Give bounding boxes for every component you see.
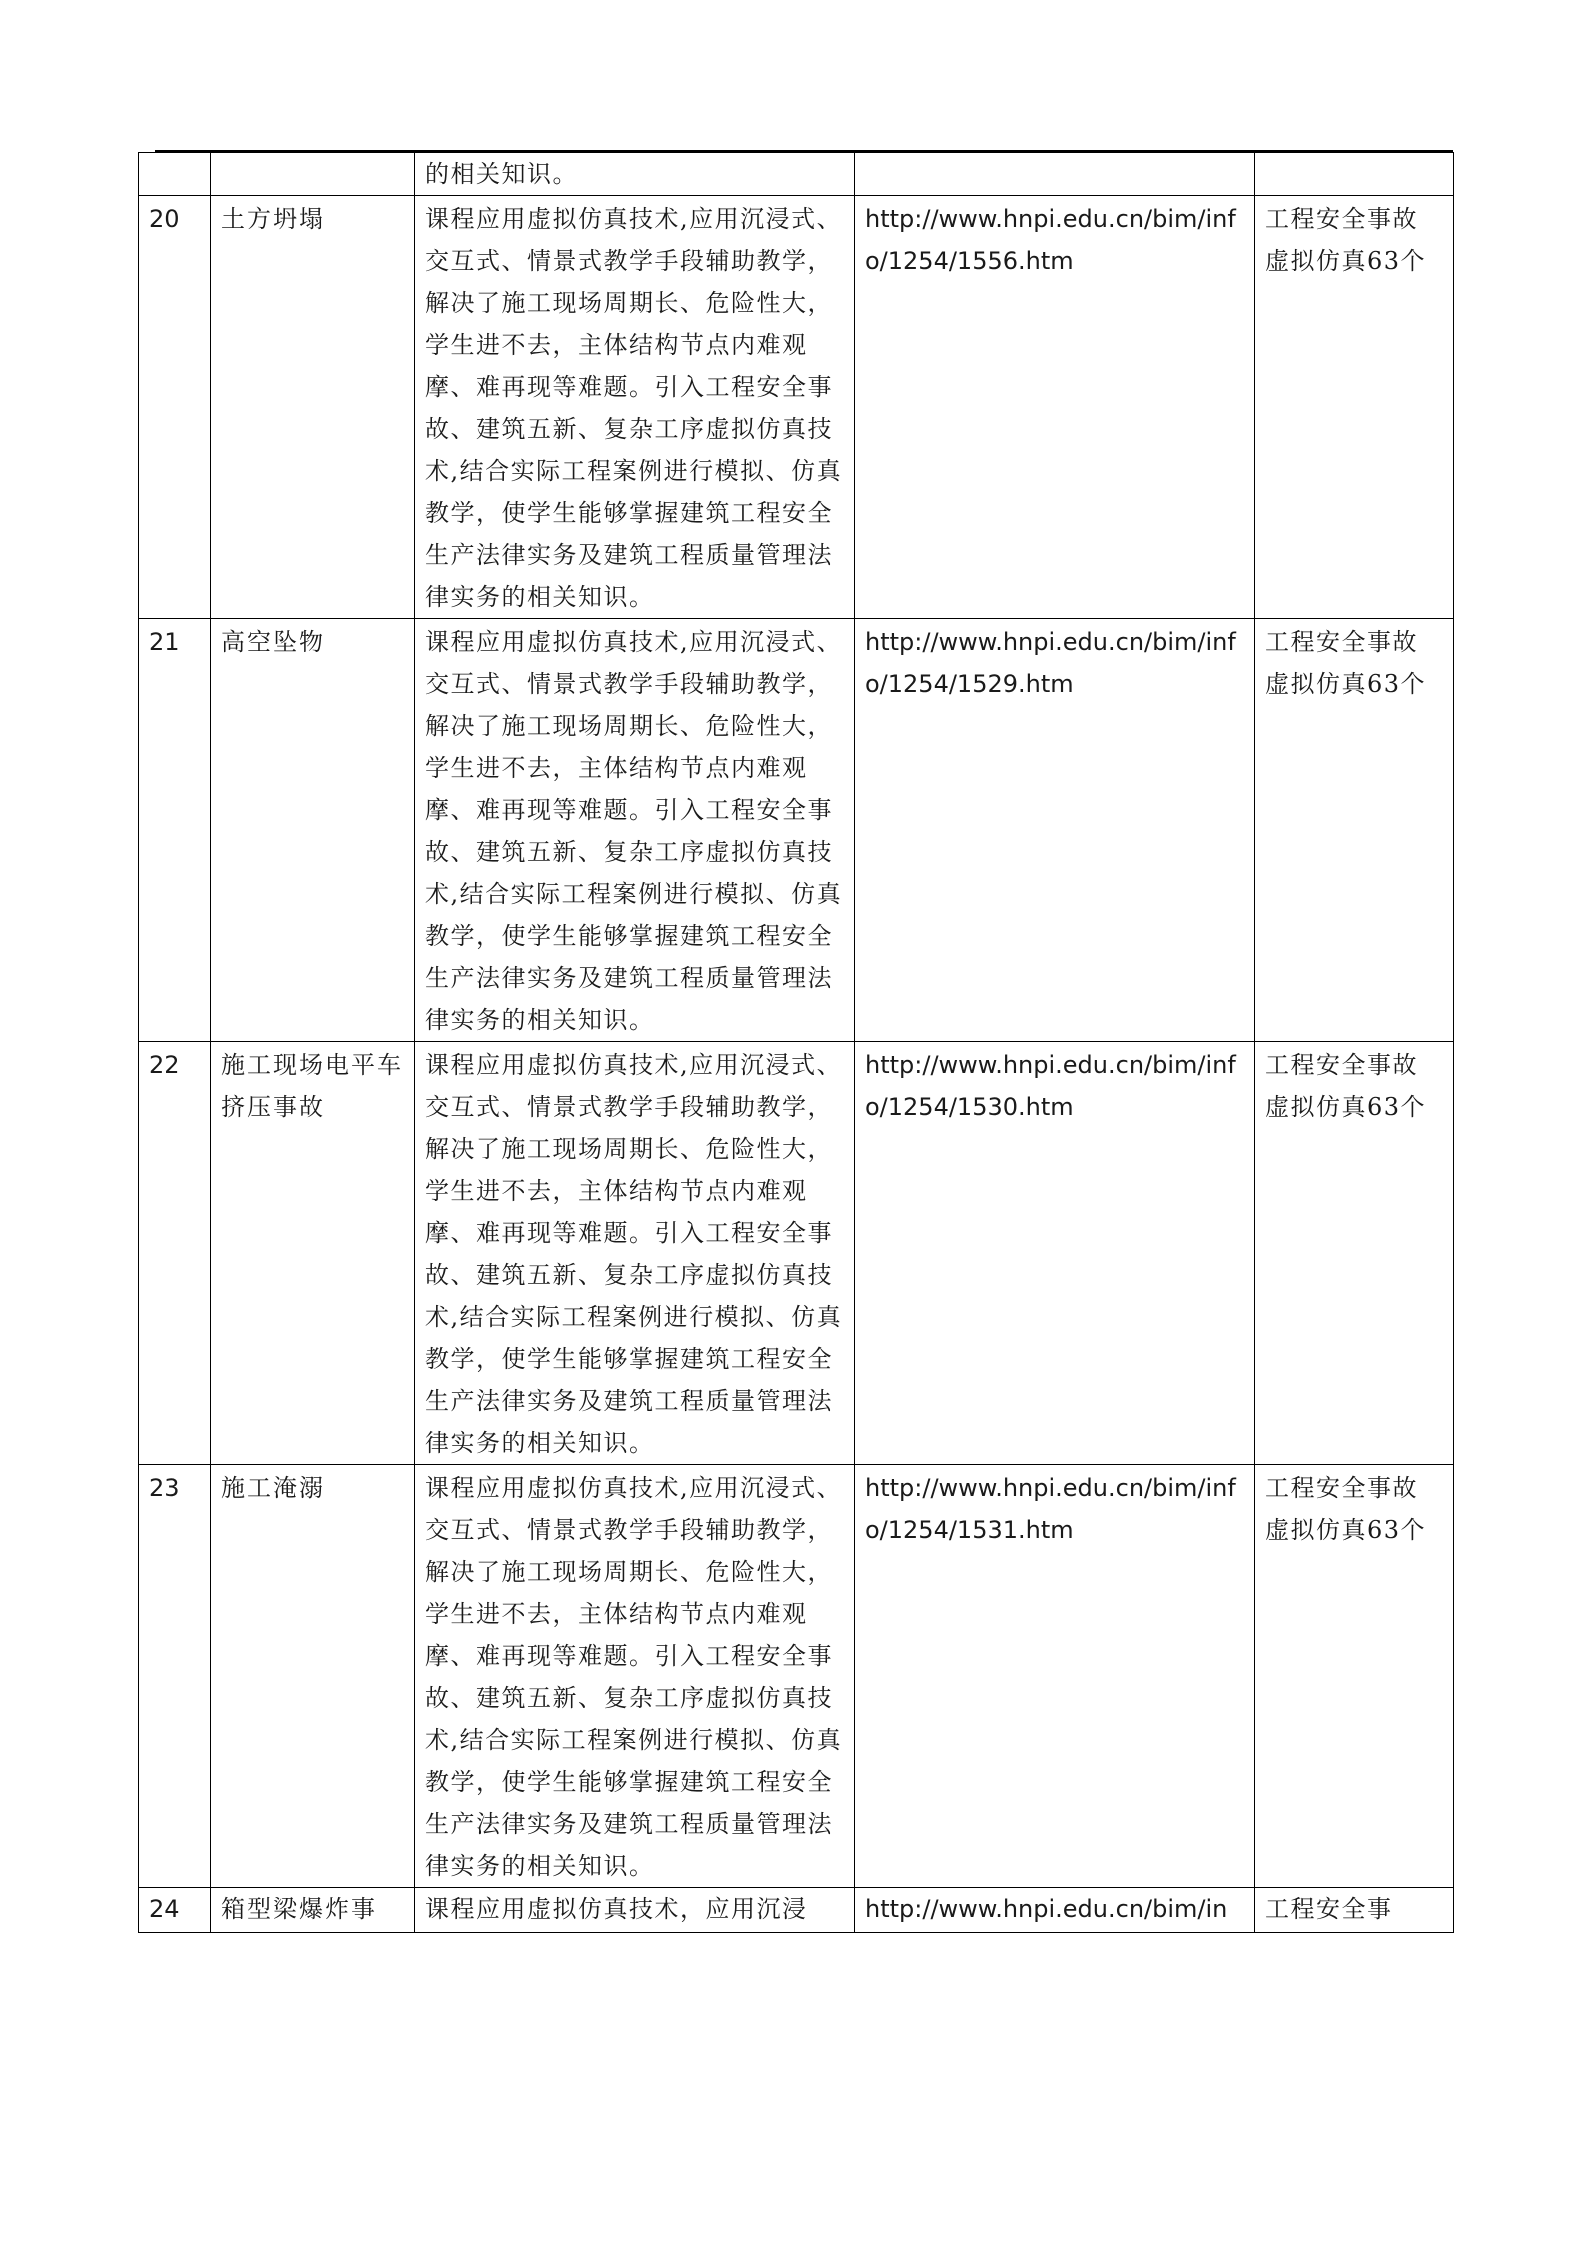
- cell-resource: 工程安全事故虚拟仿真63个: [1255, 196, 1454, 619]
- cell-no: 23: [139, 1465, 211, 1888]
- cell-name: 土方坍塌: [211, 196, 415, 619]
- course-link[interactable]: http://www.hnpi.edu.cn/bim/info/1254/1531.htm: [865, 1474, 1236, 1544]
- cell-url[interactable]: [855, 196, 1255, 619]
- cell-name: 箱型梁爆炸事: [211, 1888, 415, 1933]
- cell-desc: 课程应用虚拟仿真技术,应用沉浸式、交互式、情景式教学手段辅助教学，解决了施工现场周期长、危险性大，学生进不去，主体结构节点内难观摩、难再现等难题。引入工程安全事故、建筑五新、复杂工序虚拟仿真技术,结合实际工程案例进行模拟、仿真教学，使学生能够掌握建筑工程安全生产法律实务及建筑工程质量管理法律实务的相关知识。: [415, 196, 855, 619]
- cell-url[interactable]: [855, 619, 1255, 1042]
- cell-resource: 工程安全事: [1255, 1888, 1454, 1933]
- course-link[interactable]: http://www.hnpi.edu.cn/bim/info/1254/1530.htm: [865, 1051, 1236, 1121]
- cell-name: 施工淹溺: [211, 1465, 415, 1888]
- cell-url[interactable]: [855, 1042, 1255, 1465]
- cell-desc: 课程应用虚拟仿真技术,应用沉浸式、交互式、情景式教学手段辅助教学，解决了施工现场周期长、危险性大，学生进不去，主体结构节点内难观摩、难再现等难题。引入工程安全事故、建筑五新、复杂工序虚拟仿真技术,结合实际工程案例进行模拟、仿真教学，使学生能够掌握建筑工程安全生产法律实务及建筑工程质量管理法律实务的相关知识。: [415, 1042, 855, 1465]
- cell-resource: [1255, 153, 1454, 196]
- cell-no: 20: [139, 196, 211, 619]
- cell-desc: 课程应用虚拟仿真技术,应用沉浸式、交互式、情景式教学手段辅助教学，解决了施工现场周期长、危险性大，学生进不去，主体结构节点内难观摩、难再现等难题。引入工程安全事故、建筑五新、复杂工序虚拟仿真技术,结合实际工程案例进行模拟、仿真教学，使学生能够掌握建筑工程安全生产法律实务及建筑工程质量管理法律实务的相关知识。: [415, 1465, 855, 1888]
- cell-url[interactable]: [855, 1465, 1255, 1888]
- cell-no: 24: [139, 1888, 211, 1933]
- cell-url: [855, 153, 1255, 196]
- course-link[interactable]: http://www.hnpi.edu.cn/bim/info/1254/1529.htm: [865, 628, 1236, 698]
- table-row: [139, 1465, 1454, 1888]
- course-link[interactable]: http://www.hnpi.edu.cn/bim/in: [865, 1895, 1228, 1923]
- cell-no: [139, 153, 211, 196]
- cell-no: 21: [139, 619, 211, 1042]
- cell-url[interactable]: [855, 1888, 1255, 1933]
- cell-desc: 课程应用虚拟仿真技术,应用沉浸式、交互式、情景式教学手段辅助教学，解决了施工现场周期长、危险性大，学生进不去，主体结构节点内难观摩、难再现等难题。引入工程安全事故、建筑五新、复杂工序虚拟仿真技术,结合实际工程案例进行模拟、仿真教学，使学生能够掌握建筑工程安全生产法律实务及建筑工程质量管理法律实务的相关知识。: [415, 619, 855, 1042]
- cell-desc: 的相关知识。: [415, 153, 855, 196]
- course-table: [138, 152, 1454, 1933]
- table-row-truncated: [139, 1888, 1454, 1933]
- cell-resource: 工程安全事故虚拟仿真63个: [1255, 1465, 1454, 1888]
- course-link[interactable]: http://www.hnpi.edu.cn/bim/info/1254/1556.htm: [865, 205, 1236, 275]
- cell-desc: 课程应用虚拟仿真技术，应用沉浸: [415, 1888, 855, 1933]
- cell-name: 施工现场电平车挤压事故: [211, 1042, 415, 1465]
- cell-name: 高空坠物: [211, 619, 415, 1042]
- cell-resource: 工程安全事故虚拟仿真63个: [1255, 619, 1454, 1042]
- table-row: [139, 196, 1454, 619]
- cell-resource: 工程安全事故虚拟仿真63个: [1255, 1042, 1454, 1465]
- table-row-continuation: [139, 153, 1454, 196]
- cell-no: 22: [139, 1042, 211, 1465]
- table-row: [139, 619, 1454, 1042]
- cell-name: [211, 153, 415, 196]
- table-row: [139, 1042, 1454, 1465]
